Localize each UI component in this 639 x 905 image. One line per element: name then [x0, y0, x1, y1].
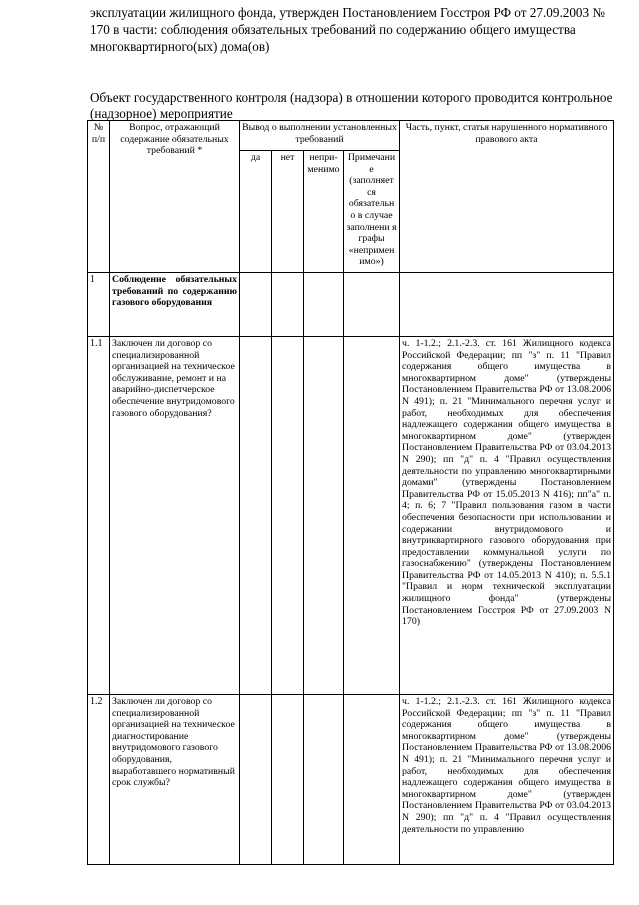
cell-yes[interactable] — [240, 337, 272, 695]
cell-note[interactable] — [344, 337, 400, 695]
header-num: № п/п — [88, 121, 110, 273]
row-question: Заключен ли договор со специализированной организацией на техническое обслуживание, ремонт и на аварийно-диспетчерское обеспечение внутридомового газового оборудования? — [110, 337, 240, 695]
cell-note[interactable] — [344, 273, 400, 337]
cell-yes[interactable] — [240, 273, 272, 337]
header-yes: да — [240, 151, 272, 273]
row-question: Соблюдение обязательных требований по содержанию газового оборудования — [110, 273, 240, 337]
cell-note[interactable] — [344, 695, 400, 865]
cell-yes[interactable] — [240, 695, 272, 865]
header-question: Вопрос, отражающий содержание обязательных требований * — [110, 121, 240, 273]
header-not-applicable: непри-менимо — [304, 151, 344, 273]
row-reference — [400, 273, 614, 337]
table-row — [88, 695, 614, 865]
header-conclusion: Вывод о выполнении установленных требований — [240, 121, 400, 151]
cell-no[interactable] — [272, 337, 304, 695]
row-num: 1 — [88, 273, 110, 337]
header-no: нет — [272, 151, 304, 273]
object-label — [90, 90, 615, 122]
row-question: Заключен ли договор со специализированной организацией на техническое диагностирование внутридомового газового оборудования, выработавшего нормативный срок службы? — [110, 695, 240, 865]
header-note: Примечани е (заполняет ся обязательн о в случае заполнени я графы «непримен имо») — [344, 151, 400, 273]
cell-no[interactable] — [272, 273, 304, 337]
checklist-table — [87, 120, 614, 865]
row-reference: ч. 1-1.2.; 2.1.-2.3. ст. 161 Жилищного кодекса Российской Федерации; пп "з" п. 11 "Правил содержания общего имущества в многоквартирном доме" (утверждены Постановлением Правительства РФ от 13.08.2006 N 491); п. 21 "Минимального перечня услуг и работ, необходимых для обеспечения надлежащего содержания общего имущества в многоквартирном доме" (утвержден Постановлением Правительства РФ от 03.04.2013 N 290); пп "д" п. 4 "Правил осуществления деятельности по управлению многоквартирными домами" (утверждены Постановлением Правительства РФ от 15.05.2013 N 416); пп"а" п. 4; п. 6; 7 "Правил пользования газом в части обеспечения безопасности при использовании и содержании внутридомового и внутриквартирного газового оборудования при предоставлении коммунальной услуги по газоснабжению" (утверждены Постановлением Правительства РФ от 14.05.2013 N 410); п. 5.5.1 "Правил и норм технической эксплуатации жилищного фонда" (утверждены Постановлением Госстроя РФ от 27.09.2003 N 170) — [400, 337, 614, 695]
header-reference: Часть, пункт, статья нарушенного нормативного правового акта — [400, 121, 614, 273]
cell-not-applicable[interactable] — [304, 337, 344, 695]
row-num: 1.2 — [88, 695, 110, 865]
intro-line-3: многоквартирного(ых) дома(ов) — [90, 39, 270, 54]
object-label-line-2: (надзорное) мероприятие — [90, 106, 233, 121]
table-row-section — [88, 273, 614, 337]
intro-line-1: эксплуатации жилищного фонда, утвержден Постановлением Госстроя РФ от 27.09.2003 № — [90, 5, 605, 20]
table-row — [88, 337, 614, 695]
cell-not-applicable[interactable] — [304, 273, 344, 337]
object-label-line-1: Объект государственного контроля (надзора) в отношении которого проводится контрольное — [90, 90, 613, 105]
cell-not-applicable[interactable] — [304, 695, 344, 865]
cell-no[interactable] — [272, 695, 304, 865]
header-row — [88, 121, 614, 151]
row-num: 1.1 — [88, 337, 110, 695]
intro-paragraph — [90, 4, 610, 55]
intro-line-2: 170 в части: соблюдения обязательных требований по содержанию общего имущества — [90, 22, 576, 37]
row-reference: ч. 1-1.2.; 2.1.-2.3. ст. 161 Жилищного кодекса Российской Федерации; пп "з" п. 11 "Правил содержания общего имущества в многоквартирном доме" (утверждены Постановлением Правительства РФ от 13.08.2006 N 491); п. 21 "Минимального перечня услуг и работ, необходимых для обеспечения надлежащего содержания общего имущества в многоквартирном доме" (утвержден Постановлением Правительства РФ от 03.04.2013 N 290); пп "д" п. 4 "Правил осуществления деятельности по управлению — [400, 695, 614, 865]
